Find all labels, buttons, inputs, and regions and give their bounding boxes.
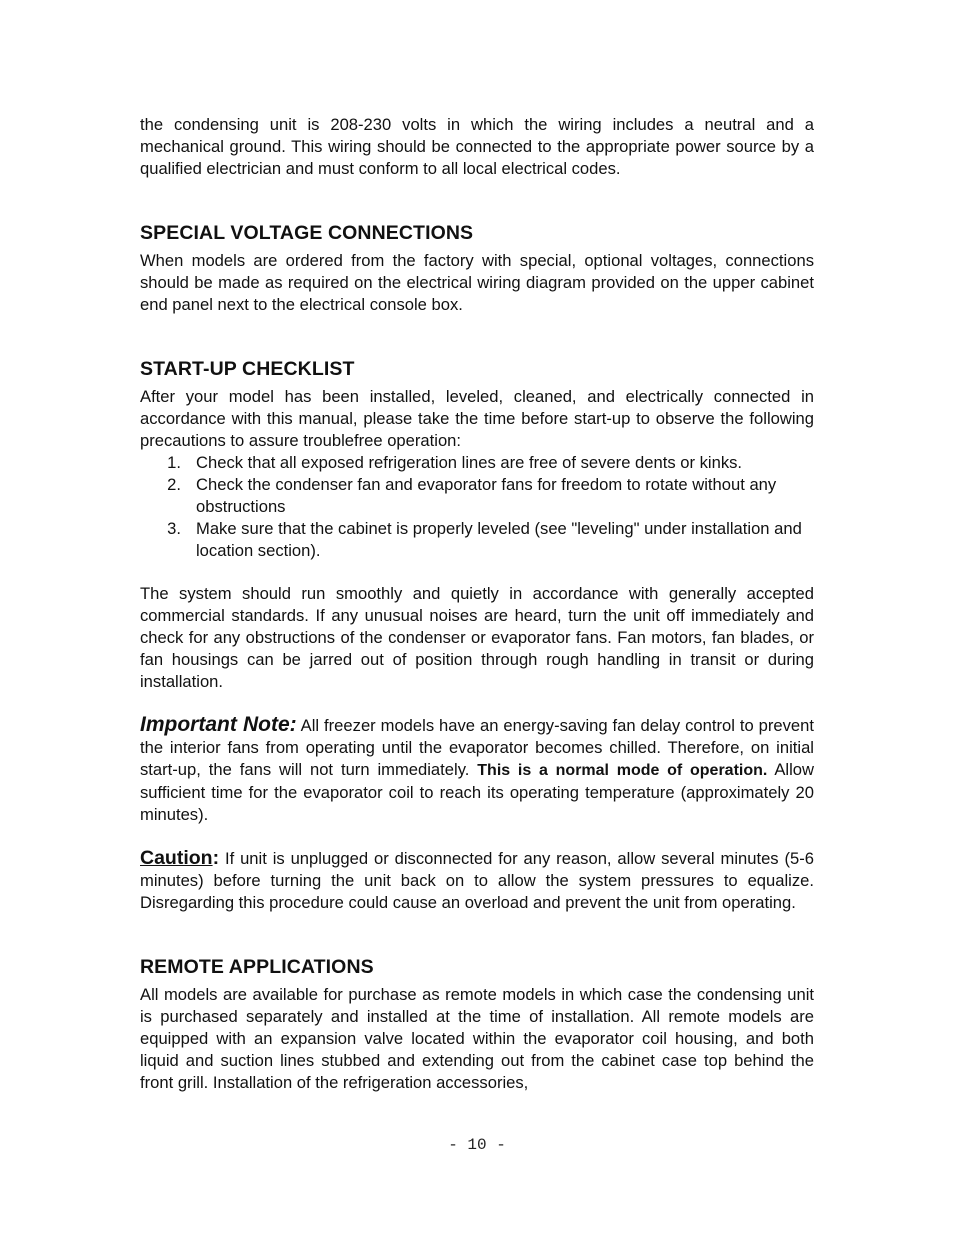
list-item-text: Check that all exposed refrigeration lines are free of severe dents or kinks. <box>196 453 743 472</box>
list-item <box>140 452 814 474</box>
system-operation-paragraph: The system should run smoothly and quietly in accordance with generally accepted commercial standards. If any unusual noises are heard, turn the unit off immediately and check for any obstructions of the condenser or evaporator fans. Fan motors, fan blades, or fan housings can be jarred out of position through rough handling in transit or during installation. <box>140 584 814 691</box>
startup-checklist <box>140 452 814 562</box>
special-voltage-paragraph: When models are ordered from the factory with special, optional voltages, connections should be made as required on the electrical wiring diagram provided on the upper cabinet end panel next to the electrical console box. <box>140 251 814 314</box>
important-note-bold-text: This is a normal mode of operation. <box>477 762 768 779</box>
document-page <box>140 114 814 1094</box>
list-item-number: 1. <box>167 453 181 472</box>
list-item-text: Make sure that the cabinet is properly leveled (see "leveling" under installation and location section). <box>196 519 802 560</box>
page-number: - 10 - <box>448 1136 506 1154</box>
list-item-number: 2. <box>167 475 181 494</box>
intro-paragraph: the condensing unit is 208-230 volts in which the wiring includes a neutral and a mechanical ground. This wiring should be connected to the appropriate power source by a qualified electrician and must conform to all local electrical codes. <box>140 115 814 178</box>
special-voltage-heading: SPECIAL VOLTAGE CONNECTIONS <box>140 222 474 244</box>
list-item <box>140 518 814 562</box>
important-note-paragraph <box>140 714 814 826</box>
remote-applications-paragraph: All models are available for purchase as remote models in which case the condensing unit is purchased separately and installed at the time of installation. All remote models are equipped with an expansion valve located within the evaporator coil housing, and both liquid and suction lines stubbed and extending out from the cabinet case top behind the front grill. Installation of the refrigeration accessories, <box>140 985 814 1092</box>
caution-label: Caution <box>140 847 213 869</box>
list-item <box>140 474 814 518</box>
startup-intro-paragraph: After your model has been installed, leveled, cleaned, and electrically connected in accordance with this manual, please take the time before start-up to observe the following precautions to assure troublefree operation: <box>140 387 814 450</box>
list-item-number: 3. <box>167 519 181 538</box>
caution-colon: : <box>212 847 220 869</box>
caution-paragraph <box>140 847 814 914</box>
list-item-text: Check the condenser fan and evaporator fans for freedom to rotate without any obstructions <box>196 475 777 516</box>
remote-applications-heading: REMOTE APPLICATIONS <box>140 956 374 978</box>
caution-text: If unit is unplugged or disconnected for any reason, allow several minutes (5-6 minutes) before turning the unit back on to allow the system pressures to equalize. Disregarding this procedure could cause an overload and prevent the unit from operating. <box>140 849 814 912</box>
important-note-text: All freezer models have an energy-saving fan delay control to prevent the interior fans from operating until the evaporator becomes chilled. Therefore, on initial start-up, the fans will not turn immediately. <box>140 716 814 779</box>
important-note-text-after: Allow sufficient time for the evaporator coil to reach its operating temperature (approximately 20 minutes). <box>140 760 814 824</box>
important-note-label: Important Note: <box>140 713 297 736</box>
startup-checklist-heading: START-UP CHECKLIST <box>140 358 355 380</box>
